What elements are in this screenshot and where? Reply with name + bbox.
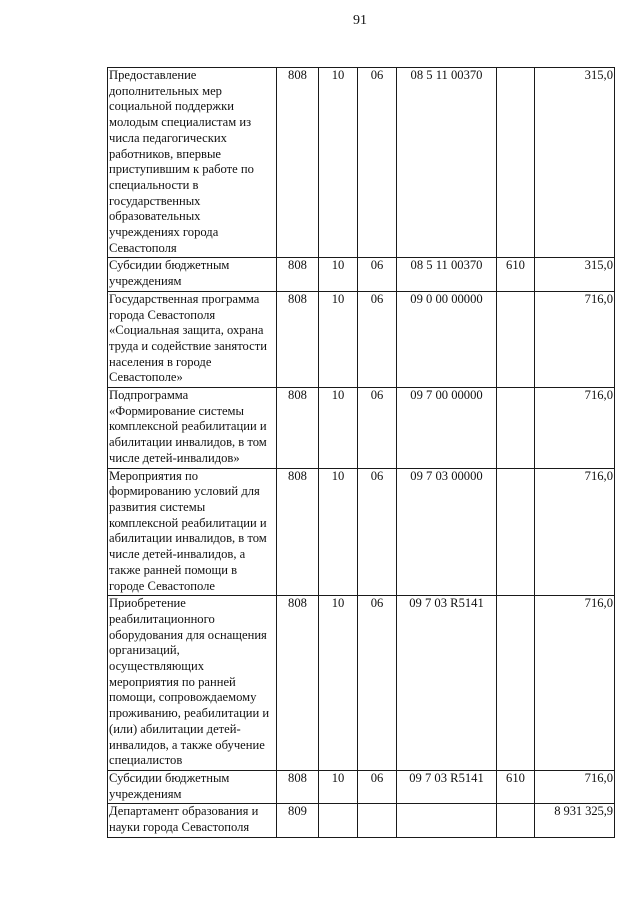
expense-type-cell: 610 bbox=[497, 770, 535, 803]
target-article-cell: 09 0 00 00000 bbox=[397, 291, 497, 387]
amount-cell: 716,0 bbox=[535, 291, 615, 387]
amount-cell: 716,0 bbox=[535, 468, 615, 596]
section-code-cell: 10 bbox=[319, 468, 358, 596]
amount-cell: 716,0 bbox=[535, 388, 615, 469]
section-code-cell: 10 bbox=[319, 291, 358, 387]
target-article-cell: 08 5 11 00370 bbox=[397, 68, 497, 258]
expense-name-cell: Субсидии бюджетным учреждениям bbox=[108, 258, 277, 291]
expense-type-cell: 610 bbox=[497, 258, 535, 291]
expense-type-cell bbox=[497, 388, 535, 469]
table-row bbox=[108, 804, 615, 837]
amount-cell: 8 931 325,9 bbox=[535, 804, 615, 837]
target-article-cell: 09 7 03 R5141 bbox=[397, 770, 497, 803]
ministry-code-cell: 808 bbox=[277, 68, 319, 258]
ministry-code-cell: 809 bbox=[277, 804, 319, 837]
section-code-cell: 10 bbox=[319, 596, 358, 771]
expense-type-cell bbox=[497, 596, 535, 771]
expense-type-cell bbox=[497, 291, 535, 387]
section-code-cell: 10 bbox=[319, 258, 358, 291]
ministry-code-cell: 808 bbox=[277, 258, 319, 291]
expense-type-cell bbox=[497, 68, 535, 258]
table-row bbox=[108, 258, 615, 291]
subsection-code-cell: 06 bbox=[358, 596, 397, 771]
expense-name-cell: Мероприятия по формированию условий для развития системы комплексной реабилитации и абилитации инвалидов, в том числе детей-инвалидов, а также ранней помощи в городе Севастополе bbox=[108, 468, 277, 596]
target-article-cell: 08 5 11 00370 bbox=[397, 258, 497, 291]
table-row bbox=[108, 770, 615, 803]
ministry-code-cell: 808 bbox=[277, 596, 319, 771]
budget-table bbox=[107, 67, 615, 838]
section-code-cell: 10 bbox=[319, 770, 358, 803]
ministry-code-cell: 808 bbox=[277, 468, 319, 596]
amount-cell: 716,0 bbox=[535, 770, 615, 803]
expense-name-cell: Подпрограмма «Формирование системы комплексной реабилитации и абилитации инвалидов, в том числе детей-инвалидов» bbox=[108, 388, 277, 469]
subsection-code-cell: 06 bbox=[358, 291, 397, 387]
subsection-code-cell: 06 bbox=[358, 258, 397, 291]
expense-type-cell bbox=[497, 804, 535, 837]
expense-name-cell: Приобретение реабилитационного оборудования для оснащения организаций, осуществляющих мероприятия по ранней помощи, сопровождаемому проживанию, реабилитации и (или) абилитации детей-инвалидов, а также обучение специалистов bbox=[108, 596, 277, 771]
table-row bbox=[108, 68, 615, 258]
ministry-code-cell: 808 bbox=[277, 388, 319, 469]
section-code-cell bbox=[319, 804, 358, 837]
subsection-code-cell: 06 bbox=[358, 770, 397, 803]
amount-cell: 315,0 bbox=[535, 258, 615, 291]
section-code-cell: 10 bbox=[319, 388, 358, 469]
target-article-cell: 09 7 03 R5141 bbox=[397, 596, 497, 771]
expense-name-cell: Субсидии бюджетным учреждениям bbox=[108, 770, 277, 803]
table-row bbox=[108, 468, 615, 596]
page-number: 91 bbox=[353, 13, 367, 28]
expense-name-cell: Департамент образования и науки города Севастополя bbox=[108, 804, 277, 837]
target-article-cell: 09 7 00 00000 bbox=[397, 388, 497, 469]
subsection-code-cell: 06 bbox=[358, 68, 397, 258]
expense-name-cell: Государственная программа города Севастополя «Социальная защита, охрана труда и содействие занятости населения в городе Севастополе» bbox=[108, 291, 277, 387]
expense-name-cell: Предоставление дополнительных мер социальной поддержки молодым специалистам из числа педагогических работников, впервые приступившим к работе по специальности в государственных образовательных учреждениях города Севастополя bbox=[108, 68, 277, 258]
subsection-code-cell: 06 bbox=[358, 388, 397, 469]
expense-type-cell bbox=[497, 468, 535, 596]
table-row bbox=[108, 596, 615, 771]
ministry-code-cell: 808 bbox=[277, 291, 319, 387]
table-row bbox=[108, 291, 615, 387]
ministry-code-cell: 808 bbox=[277, 770, 319, 803]
table-row bbox=[108, 388, 615, 469]
target-article-cell bbox=[397, 804, 497, 837]
target-article-cell: 09 7 03 00000 bbox=[397, 468, 497, 596]
subsection-code-cell: 06 bbox=[358, 468, 397, 596]
amount-cell: 716,0 bbox=[535, 596, 615, 771]
amount-cell: 315,0 bbox=[535, 68, 615, 258]
section-code-cell: 10 bbox=[319, 68, 358, 258]
subsection-code-cell bbox=[358, 804, 397, 837]
